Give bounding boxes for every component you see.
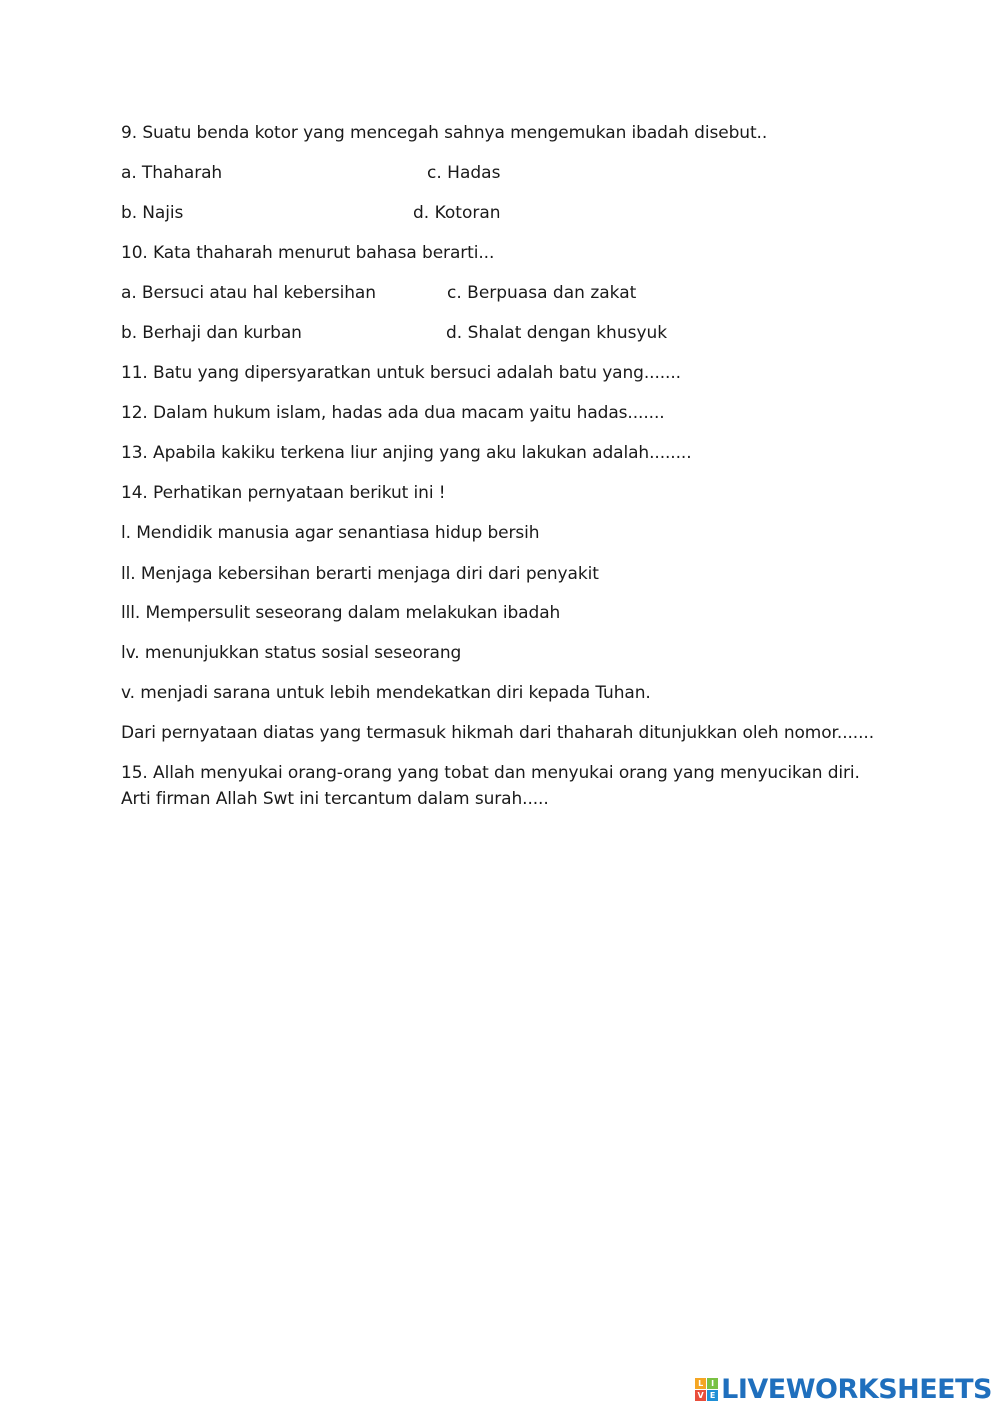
statement-item: ll. Menjaga kebersihan berarti menjaga diri dari penyakit xyxy=(121,564,599,584)
question-9-option-d: d. Kotoran xyxy=(413,203,501,223)
question-15: 15. Allah menyukai orang-orang yang tobat dan menyukai orang yang menyucikan diri. Arti firman Allah Swt ini tercantum dalam surah..... xyxy=(121,763,860,809)
question-14-prompt: Dari pernyataan diatas yang termasuk hikmah dari thaharah ditunjukkan oleh nomor....... xyxy=(121,723,875,743)
statement-item: lll. Mempersulit seseorang dalam melakukan ibadah xyxy=(121,603,561,623)
question-13: 13. Apabila kakiku terkena liur anjing yang aku lakukan adalah........ xyxy=(121,443,692,463)
statement-item: v. menjadi sarana untuk lebih mendekatkan diri kepada Tuhan. xyxy=(121,683,651,703)
logo-letter: V xyxy=(695,1390,706,1401)
question-10-option-d: d. Shalat dengan khusyuk xyxy=(446,323,668,343)
logo-grid-icon xyxy=(695,1378,718,1401)
statement-item: l. Mendidik manusia agar senantiasa hidup bersih xyxy=(121,523,540,543)
question-10-option-c: c. Berpuasa dan zakat xyxy=(447,283,637,303)
question-9-option-b: b. Najis xyxy=(121,203,184,223)
logo-letter: E xyxy=(707,1390,718,1401)
logo-text: LIVEWORKSHEETS xyxy=(721,1374,992,1405)
question-10-option-a: a. Bersuci atau hal kebersihan xyxy=(121,283,376,303)
question-12: 12. Dalam hukum islam, hadas ada dua macam yaitu hadas....... xyxy=(121,403,665,423)
question-14: 14. Perhatikan pernyataan berikut ini ! xyxy=(121,483,446,503)
logo-letter: I xyxy=(707,1378,718,1389)
question-11: 11. Batu yang dipersyaratkan untuk bersuci adalah batu yang....... xyxy=(121,363,681,383)
question-9-option-a: a. Thaharah xyxy=(121,163,223,183)
question-9: 9. Suatu benda kotor yang mencegah sahnya mengemukan ibadah disebut.. xyxy=(121,123,768,143)
statement-item: lv. menunjukkan status sosial seseorang xyxy=(121,643,462,663)
question-10-option-b: b. Berhaji dan kurban xyxy=(121,323,302,343)
question-9-option-c: c. Hadas xyxy=(427,163,501,183)
question-10: 10. Kata thaharah menurut bahasa berarti... xyxy=(121,243,495,263)
logo-letter: L xyxy=(695,1378,706,1389)
liveworksheets-logo xyxy=(695,1374,992,1405)
